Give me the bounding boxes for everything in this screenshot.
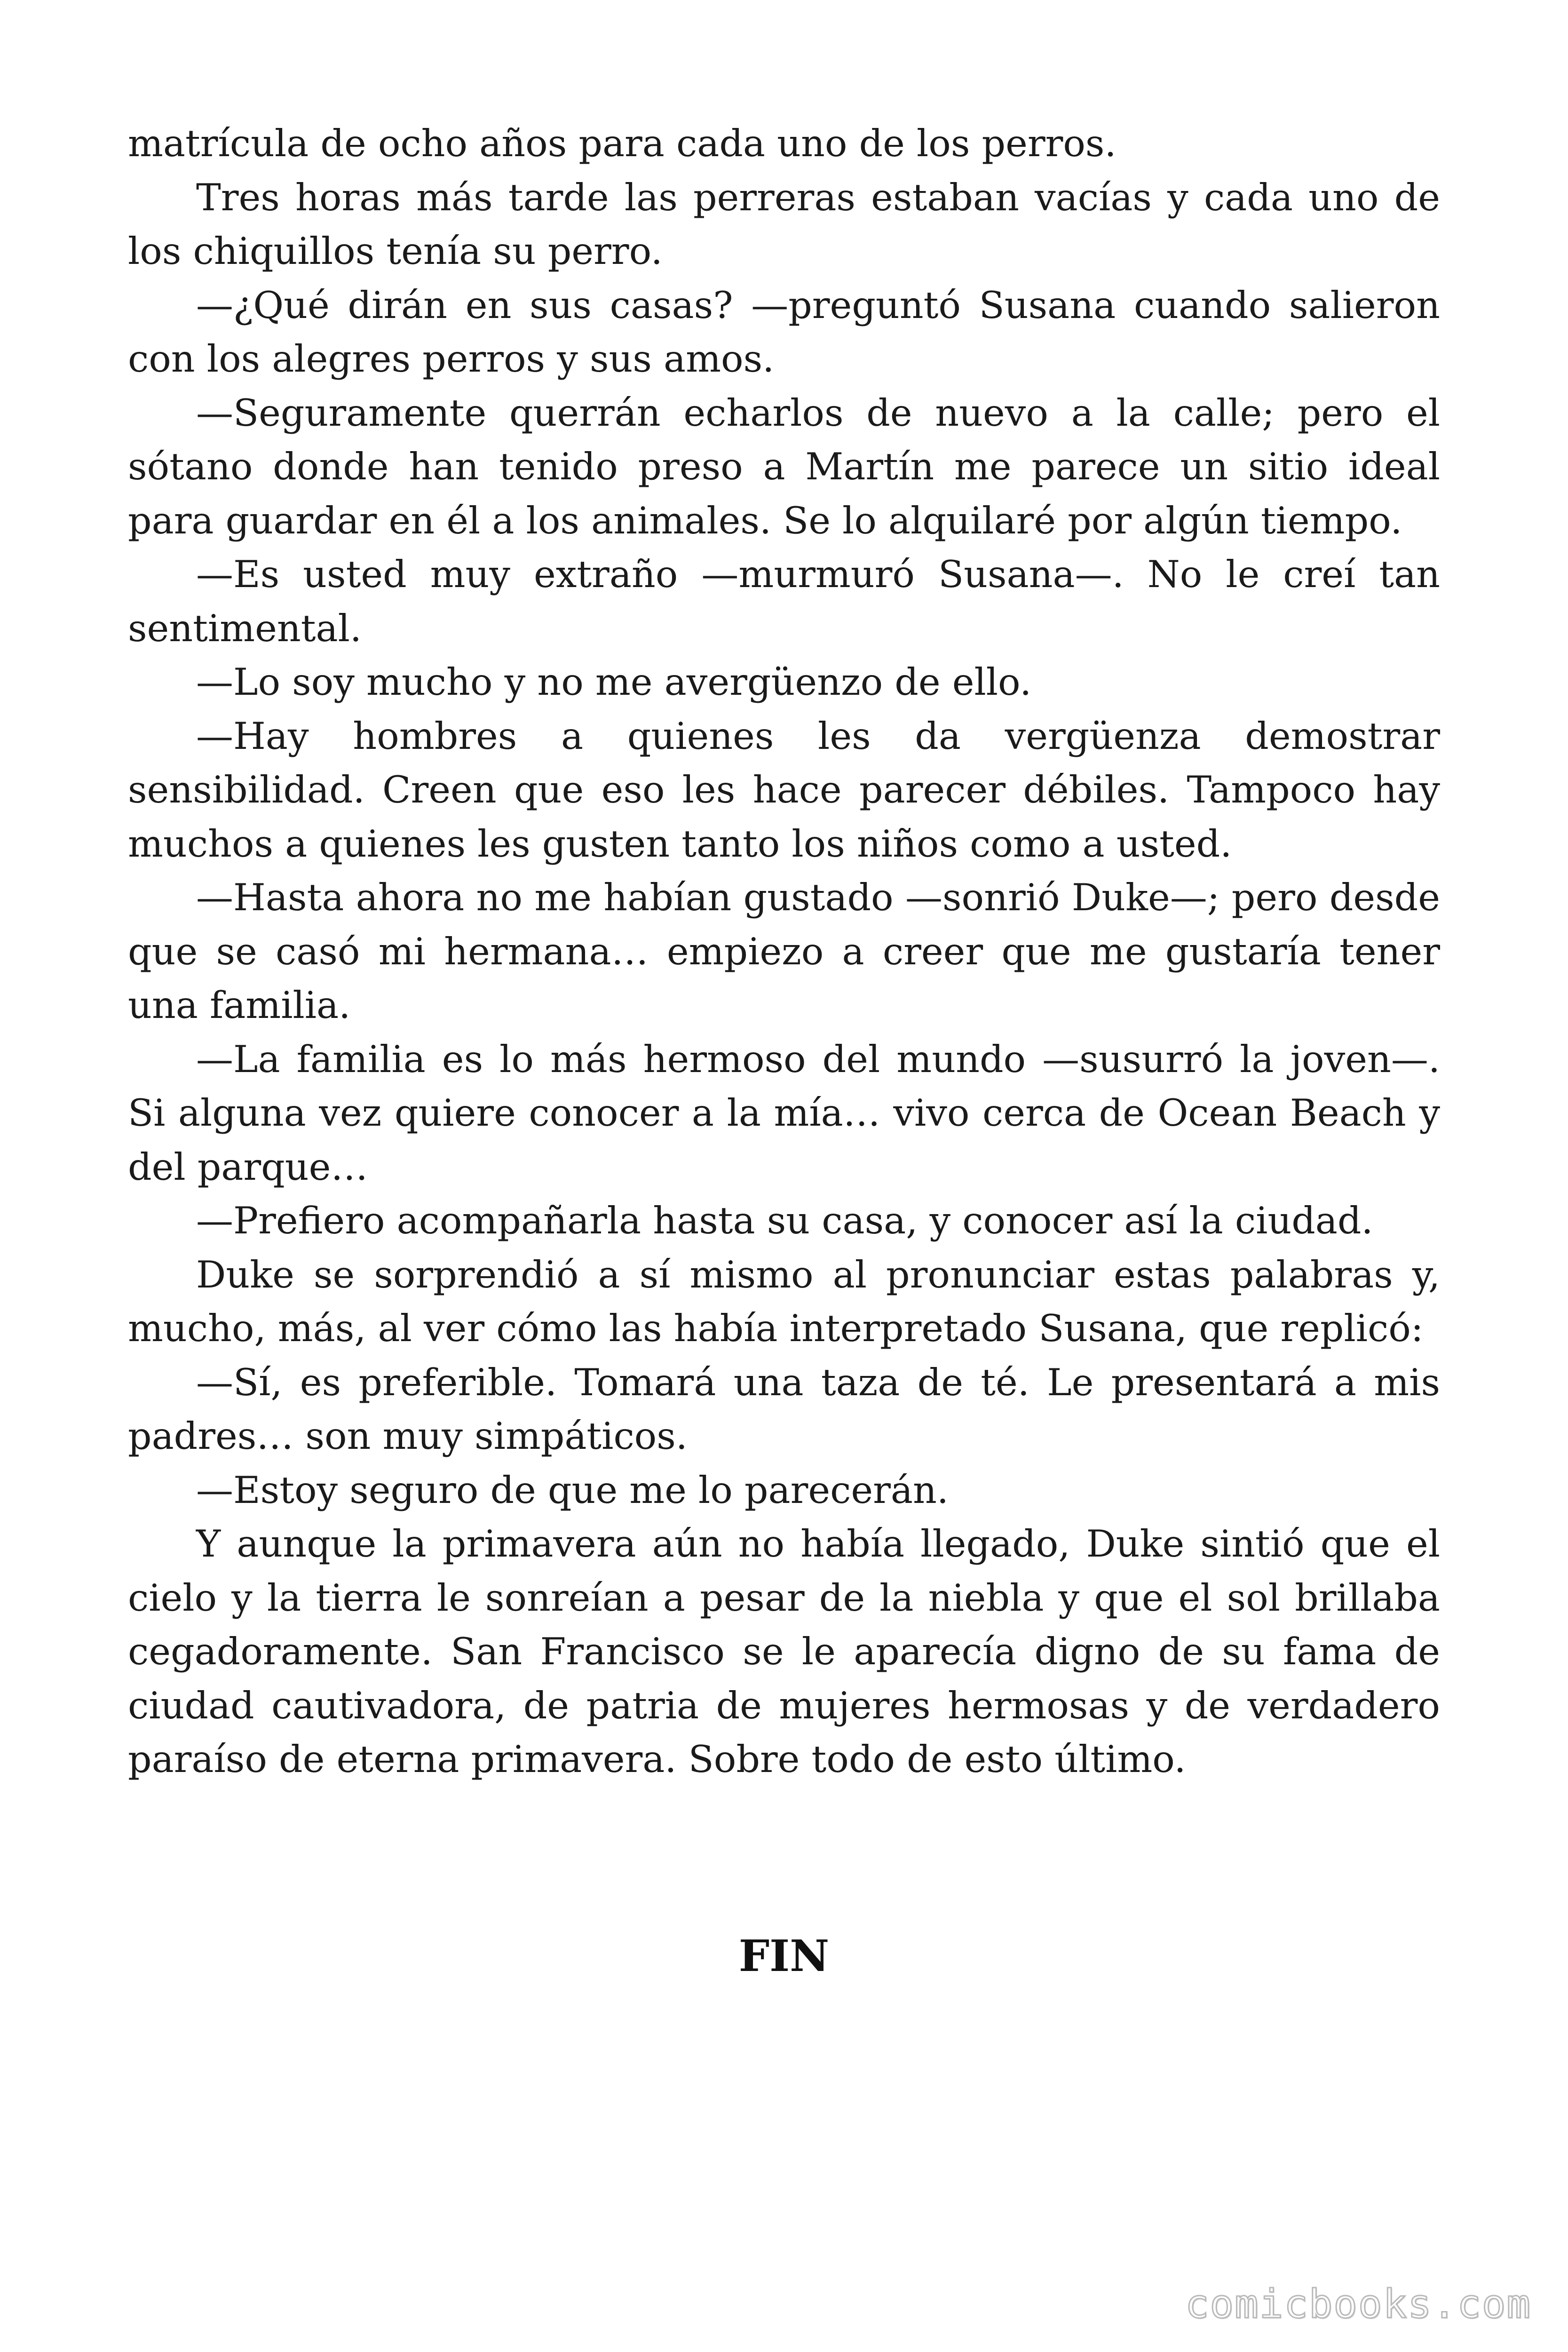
paragraph: —Sí, es preferible. Tomará una taza de té. Le presentará a mis padres… son muy simpáticos.	[128, 1360, 1440, 1458]
paragraph: Duke se sorprendió a sí mismo al pronunciar estas palabras y, mucho, más, al ver cómo las había interpretado Susana, que replicó:	[128, 1253, 1440, 1350]
body-text	[128, 117, 1440, 1787]
paragraph: —Hay hombres a quienes les da vergüenza demostrar sensibilidad. Creen que eso les hace parecer débiles. Tampoco hay muchos a quienes les gusten tanto los niños como a usted.	[128, 714, 1440, 866]
paragraph: —¿Qué dirán en sus casas? —preguntó Susana cuando salieron con los alegres perros y sus amos.	[128, 283, 1440, 381]
paragraph: —Lo soy mucho y no me avergüenzo de ello.	[196, 660, 1032, 704]
paragraph: —Es usted muy extraño —murmuró Susana—. No le creí tan sentimental.	[128, 553, 1440, 650]
watermark-text: comicbooks.com	[1185, 2281, 1531, 2327]
paragraph: —Seguramente querrán echarlos de nuevo a la calle; pero el sótano donde han tenido preso a Martín me parece un sitio ideal para guardar en él a los animales. Se lo alquilaré por algún tiempo.	[128, 391, 1440, 542]
end-title: FIN	[738, 1931, 830, 1981]
paragraph: Tres horas más tarde las perreras estaban vacías y cada uno de los chiquillos tenía su perro.	[128, 175, 1440, 273]
paragraph: Y aunque la primavera aún no había llegado, Duke sintió que el cielo y la tierra le sonreían a pesar de la niebla y que el sol brillaba cegadoramente. San Francisco se le aparecía digno de su fama de ciudad cautivadora, de patria de mujeres hermosas y de verdadero paraíso de eterna primavera. Sobre todo de esto último.	[128, 1522, 1440, 1781]
paragraph: —Hasta ahora no me habían gustado —sonrió Duke—; pero desde que se casó mi hermana… empiezo a creer que me gustaría tener una familia.	[128, 876, 1440, 1027]
paragraph: —Prefiero acompañarla hasta su casa, y conocer así la ciudad.	[196, 1199, 1373, 1242]
paragraph: —Estoy seguro de que me lo parecerán.	[196, 1468, 949, 1512]
paragraph: matrícula de ocho años para cada uno de los perros.	[128, 122, 1117, 165]
paragraph: —La familia es lo más hermoso del mundo —susurró la joven—. Si alguna vez quiere conocer a la mía… vivo cerca de Ocean Beach y del parque…	[128, 1037, 1440, 1189]
